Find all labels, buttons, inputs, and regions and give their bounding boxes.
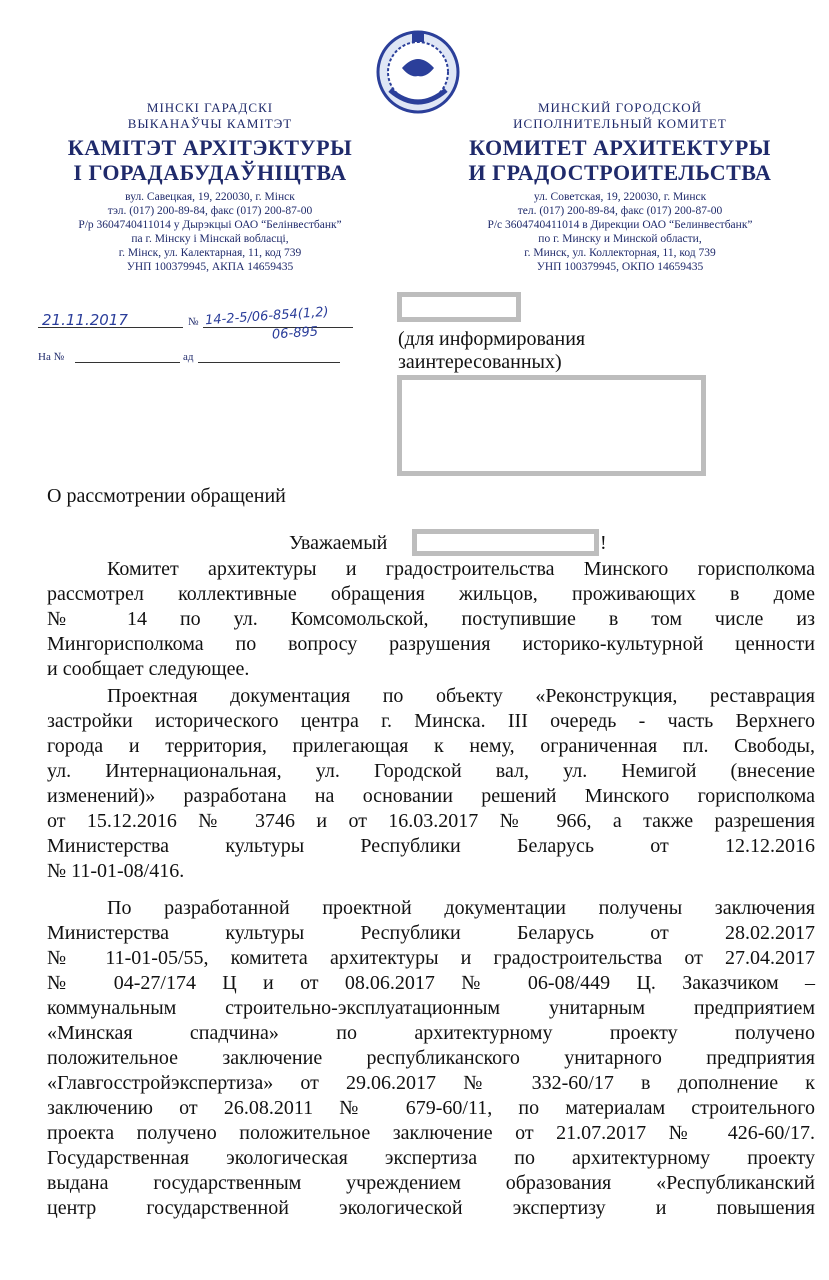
text-line: и сообщает следующее. (47, 658, 250, 680)
text-line: Министерства культуры Республики Беларусь от 12.12.2016 (47, 835, 815, 857)
from-line (198, 362, 340, 363)
redacted-box (412, 529, 599, 556)
text-line: Министерства культуры Республики Беларусь от 28.02.2017 (47, 922, 815, 944)
letterhead-belarusian (20, 100, 400, 274)
text-line: Мингорисполкома по вопросу разрушения историко-культурной ценности (47, 633, 815, 655)
text-line: от 15.12.2016 № 3746 и от 16.03.2017 № 966, а также разрешения (47, 810, 815, 832)
org-title: КАМІТЭТ АРХІТЭКТУРЫ (67, 135, 353, 160)
address-line: тэл. (017) 200-89-84, факс (017) 200-87-00 (107, 205, 313, 217)
from-label: ад (183, 351, 194, 363)
handwritten-date: 21.11.2017 (42, 311, 128, 329)
text-line: выдана государственным учреждением образования «Республиканский (47, 1172, 815, 1194)
text-line: заключению от 26.08.2011 № 679-60/11, по материалам строительного (47, 1097, 815, 1119)
address-line: УНП 100379945, АКПА 14659435 (126, 261, 294, 273)
address-line: тел. (017) 200-89-84, факс (017) 200-87-00 (517, 205, 723, 217)
text-line: ул. Интернациональная, ул. Городской вал, ул. Немигой (внесение (47, 760, 815, 782)
paragraph (47, 684, 815, 884)
reply-to-label: На № (38, 351, 65, 363)
number-label: № (188, 316, 199, 328)
org-line: ВЫКАНАЎЧЫ КАМІТЭТ (127, 116, 293, 131)
text-line: положительное заключение республиканского унитарного предприятия (47, 1047, 815, 1069)
address-line: па г. Мінску і Мінскай вобласці, (131, 233, 289, 245)
text-line: № 14 по ул. Комсомольской, поступившие в том числе из (47, 608, 815, 630)
address-line: Р/с 3604740411014 в Дирекции ОАО “Белинвестбанк” (487, 219, 753, 231)
text-line: коммунальным строительно-эксплуатационным унитарным предприятием (47, 997, 815, 1019)
letterhead-russian (425, 100, 815, 274)
address-line: УНП 100379945, ОКПО 14659435 (536, 261, 704, 273)
address-line: г. Минск, ул. Коллекторная, 11, код 739 (524, 247, 716, 259)
text-line: проекта получено положительное заключение от 21.07.2017 № 426-60/17. (47, 1122, 815, 1144)
address-line: вул. Савецкая, 19, 220030, г. Мінск (125, 191, 295, 203)
greeting-end: ! (600, 532, 607, 554)
org-title: И ГРАДОСТРОИТЕЛЬСТВА (468, 160, 772, 185)
subject-line: О рассмотрении обращений (47, 485, 286, 507)
text-line: изменений)» разработана на основании решений Минского горисполкома (47, 785, 815, 807)
org-line: МІНСКІ ГАРАДСКІ (146, 100, 274, 115)
recipient-note: (для информирования заинтересованных) (398, 328, 586, 373)
text-line: «Минская спадчина» по архитектурному проекту получено (47, 1022, 815, 1044)
text-line: № 04-27/174 Ц и от 08.06.2017 № 06-08/449 Ц. Заказчиком – (47, 972, 815, 994)
greeting: Уважаемый (289, 532, 388, 554)
paragraph (47, 557, 815, 682)
text-line: Комитет архитектуры и градостроительства Минского горисполкома (107, 558, 815, 580)
letter-body (47, 557, 815, 1221)
text-line: Государственная экологическая экспертиза по архитектурному проекту (47, 1147, 815, 1169)
org-line: МИНСКИЙ ГОРОДСКОЙ (537, 100, 703, 115)
text-line: рассмотрел коллективные обращения жильцов, проживающих в доме (47, 583, 815, 605)
text-line: центр государственной экологической экспертизу и повышения (47, 1197, 815, 1219)
text-line: города и территория, прилегающая к нему, ограниченная пл. Свободы, (47, 735, 815, 757)
text-line: № 11-01-05/55, комитета архитектуры и градостроительства от 27.04.2017 (47, 947, 815, 969)
handwritten-number-2: 06-895 (271, 324, 319, 343)
paragraph (47, 896, 815, 1221)
text-line: застройки исторического центра г. Минска. III очередь - часть Верхнего (47, 710, 815, 732)
address-line: по г. Минску и Минской области, (538, 233, 702, 245)
handwritten-number: 14-2-5/06-854(1,2) (204, 304, 330, 329)
text-line: По разработанной проектной документации получены заключения (107, 897, 815, 919)
reply-to-line (75, 362, 180, 363)
redacted-box (397, 292, 521, 322)
text-line: № 11-01-08/416. (47, 860, 185, 882)
redacted-box (397, 375, 706, 476)
address-line: г. Мінск, ул. Калектарная, 11, код 739 (118, 247, 302, 259)
address-line: ул. Советская, 19, 220030, г. Минск (533, 191, 707, 203)
org-title: КОМИТЕТ АРХИТЕКТУРЫ (469, 135, 771, 160)
text-line: Проектная документация по объекту «Реконструкция, реставрация (107, 685, 815, 707)
org-title: І ГОРАДАБУДАЎНІЦТВА (73, 160, 347, 185)
org-line: ИСПОЛНИТЕЛЬНЫЙ КОМИТЕТ (513, 116, 727, 131)
address-line: Р/р 3604740411014 у Дырэкцыі ОАО “Белінвестбанк” (78, 219, 342, 231)
text-line: «Главгосстройэкспертиза» от 29.06.2017 № 332-60/17 в дополнение к (47, 1072, 815, 1094)
